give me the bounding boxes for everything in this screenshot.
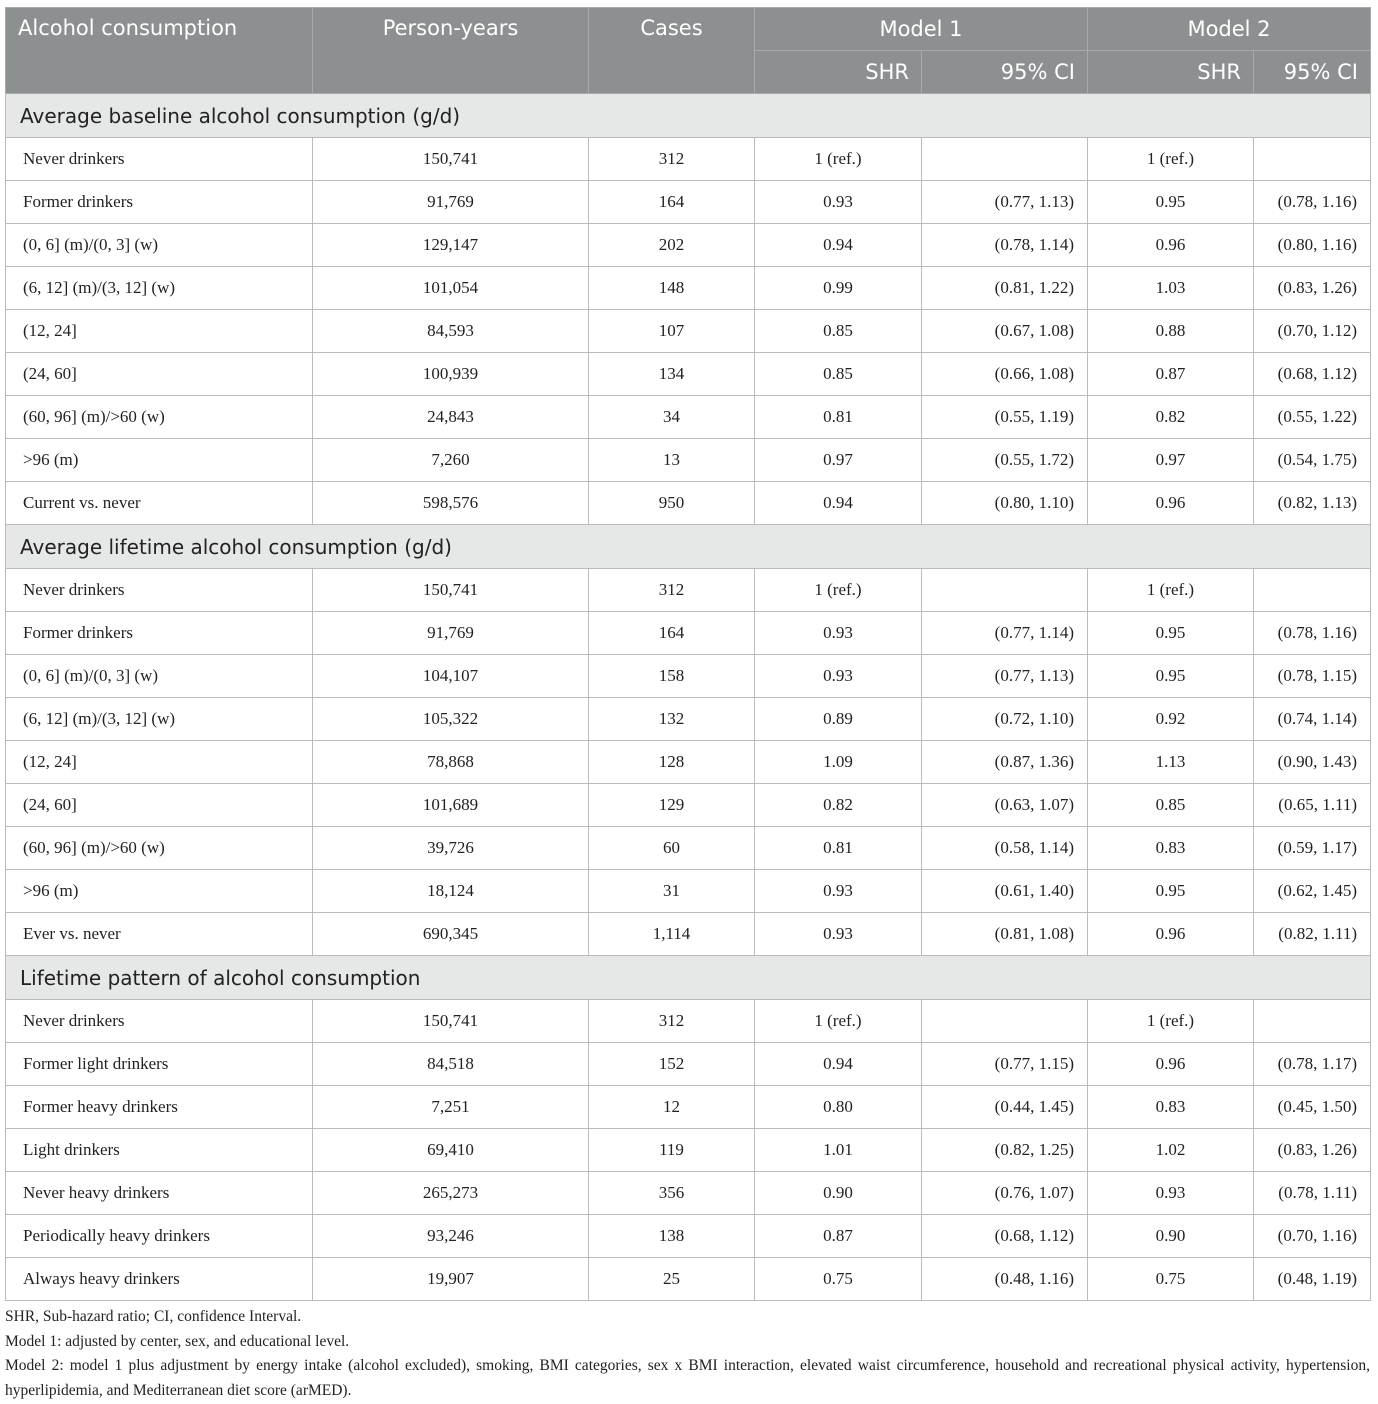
model2-shr: 0.97 (1088, 439, 1254, 482)
model2-ci: (0.55, 1.22) (1254, 396, 1371, 439)
person-years: 18,124 (313, 870, 589, 913)
table-row (6, 913, 1371, 956)
header-model-2: Model 2 (1088, 8, 1371, 51)
model2-shr: 0.96 (1088, 913, 1254, 956)
model2-shr: 0.96 (1088, 482, 1254, 525)
model1-ci: (0.80, 1.10) (922, 482, 1088, 525)
cases: 134 (589, 353, 755, 396)
person-years: 104,107 (313, 655, 589, 698)
model2-ci: (0.82, 1.11) (1254, 913, 1371, 956)
person-years: 69,410 (313, 1129, 589, 1172)
model1-shr: 0.93 (755, 913, 922, 956)
cases: 12 (589, 1086, 755, 1129)
table-row (6, 612, 1371, 655)
row-label: (6, 12] (m)/(3, 12] (w) (6, 267, 313, 310)
header-alcohol-consumption: Alcohol consumption (6, 8, 313, 94)
model2-ci: (0.48, 1.19) (1254, 1258, 1371, 1301)
model1-shr: 0.82 (755, 784, 922, 827)
table-footnotes (5, 1305, 1370, 1403)
model2-ci: (0.83, 1.26) (1254, 1129, 1371, 1172)
model2-ci: (0.78, 1.16) (1254, 612, 1371, 655)
model1-ci: (0.77, 1.14) (922, 612, 1088, 655)
model2-shr: 0.95 (1088, 612, 1254, 655)
cases: 312 (589, 1000, 755, 1043)
table-row (6, 655, 1371, 698)
cases: 132 (589, 698, 755, 741)
model2-shr: 0.85 (1088, 784, 1254, 827)
table-row (6, 870, 1371, 913)
model1-shr: 0.93 (755, 181, 922, 224)
person-years: 91,769 (313, 181, 589, 224)
row-label: Never heavy drinkers (6, 1172, 313, 1215)
model2-ci: (0.59, 1.17) (1254, 827, 1371, 870)
cases: 164 (589, 181, 755, 224)
model1-shr: 0.94 (755, 224, 922, 267)
row-label: (60, 96] (m)/>60 (w) (6, 396, 313, 439)
model2-ci: (0.65, 1.11) (1254, 784, 1371, 827)
model1-shr: 1 (ref.) (755, 569, 922, 612)
table-row (6, 1043, 1371, 1086)
person-years: 265,273 (313, 1172, 589, 1215)
model2-shr: 0.93 (1088, 1172, 1254, 1215)
model1-ci: (0.77, 1.13) (922, 181, 1088, 224)
person-years: 101,054 (313, 267, 589, 310)
cases: 34 (589, 396, 755, 439)
model1-ci: (0.78, 1.14) (922, 224, 1088, 267)
header-cases: Cases (589, 8, 755, 94)
row-label: Periodically heavy drinkers (6, 1215, 313, 1258)
model1-ci: (0.81, 1.08) (922, 913, 1088, 956)
footnote-model-1: Model 1: adjusted by center, sex, and educational level. (5, 1332, 350, 1350)
model2-shr: 0.75 (1088, 1258, 1254, 1301)
header-model1-ci: 95% CI (922, 51, 1088, 94)
model1-ci: (0.82, 1.25) (922, 1129, 1088, 1172)
cases: 1,114 (589, 913, 755, 956)
model2-shr: 1 (ref.) (1088, 138, 1254, 181)
model2-shr: 0.96 (1088, 224, 1254, 267)
model2-shr: 1.03 (1088, 267, 1254, 310)
cases: 950 (589, 482, 755, 525)
person-years: 100,939 (313, 353, 589, 396)
model2-ci (1254, 1000, 1371, 1043)
model1-ci: (0.76, 1.07) (922, 1172, 1088, 1215)
model1-ci: (0.68, 1.12) (922, 1215, 1088, 1258)
model2-shr: 0.92 (1088, 698, 1254, 741)
row-label: Former drinkers (6, 612, 313, 655)
table-row (6, 1172, 1371, 1215)
person-years: 150,741 (313, 1000, 589, 1043)
cases: 148 (589, 267, 755, 310)
row-label: >96 (m) (6, 439, 313, 482)
section-header-row (6, 956, 1371, 1000)
cases: 138 (589, 1215, 755, 1258)
person-years: 84,593 (313, 310, 589, 353)
row-label: Former light drinkers (6, 1043, 313, 1086)
table-row (6, 1086, 1371, 1129)
model2-ci: (0.78, 1.11) (1254, 1172, 1371, 1215)
person-years: 7,251 (313, 1086, 589, 1129)
row-label: Former heavy drinkers (6, 1086, 313, 1129)
model1-ci: (0.77, 1.13) (922, 655, 1088, 698)
model2-shr: 0.88 (1088, 310, 1254, 353)
cases: 164 (589, 612, 755, 655)
row-label: (12, 24] (6, 741, 313, 784)
model1-shr: 0.99 (755, 267, 922, 310)
row-label: (24, 60] (6, 353, 313, 396)
model2-ci: (0.70, 1.16) (1254, 1215, 1371, 1258)
table-row (6, 827, 1371, 870)
cases: 312 (589, 569, 755, 612)
model1-shr: 1 (ref.) (755, 138, 922, 181)
cases: 13 (589, 439, 755, 482)
header-model2-shr: SHR (1088, 51, 1254, 94)
table-row (6, 396, 1371, 439)
model2-ci: (0.74, 1.14) (1254, 698, 1371, 741)
model1-ci: (0.48, 1.16) (922, 1258, 1088, 1301)
model1-shr: 0.89 (755, 698, 922, 741)
model1-shr: 0.75 (755, 1258, 922, 1301)
model1-ci (922, 1000, 1088, 1043)
model2-shr: 1.13 (1088, 741, 1254, 784)
person-years: 39,726 (313, 827, 589, 870)
table-row (6, 181, 1371, 224)
person-years: 24,843 (313, 396, 589, 439)
cases: 60 (589, 827, 755, 870)
model1-shr: 0.93 (755, 870, 922, 913)
model1-shr: 1.09 (755, 741, 922, 784)
model2-ci: (0.45, 1.50) (1254, 1086, 1371, 1129)
model1-ci: (0.81, 1.22) (922, 267, 1088, 310)
row-label: >96 (m) (6, 870, 313, 913)
person-years: 101,689 (313, 784, 589, 827)
section-header-row (6, 94, 1371, 138)
model1-ci: (0.67, 1.08) (922, 310, 1088, 353)
row-label: Current vs. never (6, 482, 313, 525)
cases: 312 (589, 138, 755, 181)
table-row (6, 267, 1371, 310)
row-label: Former drinkers (6, 181, 313, 224)
model1-shr: 0.94 (755, 1043, 922, 1086)
table-row (6, 138, 1371, 181)
row-label: (0, 6] (m)/(0, 3] (w) (6, 655, 313, 698)
model2-ci (1254, 569, 1371, 612)
cases: 31 (589, 870, 755, 913)
cases: 356 (589, 1172, 755, 1215)
model1-ci: (0.66, 1.08) (922, 353, 1088, 396)
model1-ci: (0.72, 1.10) (922, 698, 1088, 741)
row-label: (12, 24] (6, 310, 313, 353)
model2-shr: 0.95 (1088, 870, 1254, 913)
model2-ci: (0.78, 1.16) (1254, 181, 1371, 224)
model1-shr: 0.97 (755, 439, 922, 482)
header-model-1: Model 1 (755, 8, 1088, 51)
cases: 25 (589, 1258, 755, 1301)
model1-shr: 0.93 (755, 612, 922, 655)
model1-shr: 0.94 (755, 482, 922, 525)
model1-shr: 0.90 (755, 1172, 922, 1215)
table-row (6, 1129, 1371, 1172)
row-label: Never drinkers (6, 569, 313, 612)
row-label: (6, 12] (m)/(3, 12] (w) (6, 698, 313, 741)
model2-ci: (0.78, 1.17) (1254, 1043, 1371, 1086)
model1-shr: 0.81 (755, 396, 922, 439)
row-label: Never drinkers (6, 138, 313, 181)
model1-ci: (0.55, 1.72) (922, 439, 1088, 482)
model2-shr: 1 (ref.) (1088, 1000, 1254, 1043)
model1-ci: (0.61, 1.40) (922, 870, 1088, 913)
model2-ci: (0.82, 1.13) (1254, 482, 1371, 525)
table-row (6, 482, 1371, 525)
cases: 107 (589, 310, 755, 353)
person-years: 78,868 (313, 741, 589, 784)
header-model2-ci: 95% CI (1254, 51, 1371, 94)
person-years: 19,907 (313, 1258, 589, 1301)
model2-shr: 0.96 (1088, 1043, 1254, 1086)
table-row (6, 741, 1371, 784)
header-model1-shr: SHR (755, 51, 922, 94)
table-body (6, 94, 1371, 1301)
results-table (5, 7, 1371, 1301)
person-years: 91,769 (313, 612, 589, 655)
model1-ci: (0.87, 1.36) (922, 741, 1088, 784)
person-years: 129,147 (313, 224, 589, 267)
person-years: 105,322 (313, 698, 589, 741)
person-years: 93,246 (313, 1215, 589, 1258)
model1-shr: 0.81 (755, 827, 922, 870)
cases: 119 (589, 1129, 755, 1172)
footnote-abbreviations: SHR, Sub-hazard ratio; CI, confidence Interval. (5, 1308, 302, 1325)
cases: 202 (589, 224, 755, 267)
footnote-model-2: Model 2: model 1 plus adjustment by energy intake (alcohol excluded), smoking, BMI categories, sex x BMI interaction, elevated waist circumference, household and recreational physical activity, hypertension, hyperlipidemia, and Mediterranean diet score (arMED). (5, 1357, 1370, 1399)
person-years: 84,518 (313, 1043, 589, 1086)
row-label: (0, 6] (m)/(0, 3] (w) (6, 224, 313, 267)
model2-ci: (0.80, 1.16) (1254, 224, 1371, 267)
model1-shr: 0.87 (755, 1215, 922, 1258)
table-row (6, 784, 1371, 827)
model1-shr: 1.01 (755, 1129, 922, 1172)
section-header-row (6, 525, 1371, 569)
model2-shr: 0.95 (1088, 181, 1254, 224)
person-years: 150,741 (313, 138, 589, 181)
model2-shr: 0.87 (1088, 353, 1254, 396)
model1-ci: (0.58, 1.14) (922, 827, 1088, 870)
table-row (6, 1215, 1371, 1258)
person-years: 690,345 (313, 913, 589, 956)
model2-shr: 0.90 (1088, 1215, 1254, 1258)
table-row (6, 224, 1371, 267)
model1-ci: (0.44, 1.45) (922, 1086, 1088, 1129)
model2-shr: 0.95 (1088, 655, 1254, 698)
table-row (6, 1000, 1371, 1043)
row-label: Never drinkers (6, 1000, 313, 1043)
table-row (6, 698, 1371, 741)
section-title: Lifetime pattern of alcohol consumption (6, 956, 1371, 1000)
model2-ci: (0.62, 1.45) (1254, 870, 1371, 913)
model1-ci (922, 138, 1088, 181)
cases: 128 (589, 741, 755, 784)
person-years: 7,260 (313, 439, 589, 482)
model2-shr: 0.83 (1088, 827, 1254, 870)
model1-shr: 0.80 (755, 1086, 922, 1129)
section-title: Average lifetime alcohol consumption (g/d) (6, 525, 1371, 569)
person-years: 598,576 (313, 482, 589, 525)
table-row (6, 353, 1371, 396)
model2-ci: (0.54, 1.75) (1254, 439, 1371, 482)
model2-shr: 1 (ref.) (1088, 569, 1254, 612)
table-row (6, 569, 1371, 612)
row-label: Ever vs. never (6, 913, 313, 956)
model2-shr: 0.83 (1088, 1086, 1254, 1129)
cases: 158 (589, 655, 755, 698)
cases: 129 (589, 784, 755, 827)
header-person-years: Person-years (313, 8, 589, 94)
model1-shr: 0.85 (755, 310, 922, 353)
model2-ci: (0.68, 1.12) (1254, 353, 1371, 396)
model1-ci: (0.55, 1.19) (922, 396, 1088, 439)
model2-ci: (0.70, 1.12) (1254, 310, 1371, 353)
cases: 152 (589, 1043, 755, 1086)
row-label: Light drinkers (6, 1129, 313, 1172)
model2-shr: 0.82 (1088, 396, 1254, 439)
row-label: (24, 60] (6, 784, 313, 827)
model1-shr: 1 (ref.) (755, 1000, 922, 1043)
table-row (6, 1258, 1371, 1301)
model2-ci: (0.78, 1.15) (1254, 655, 1371, 698)
model1-shr: 0.93 (755, 655, 922, 698)
section-title: Average baseline alcohol consumption (g/d) (6, 94, 1371, 138)
row-label: (60, 96] (m)/>60 (w) (6, 827, 313, 870)
model1-shr: 0.85 (755, 353, 922, 396)
person-years: 150,741 (313, 569, 589, 612)
table-row (6, 310, 1371, 353)
table-row (6, 439, 1371, 482)
model1-ci: (0.77, 1.15) (922, 1043, 1088, 1086)
model2-ci: (0.83, 1.26) (1254, 267, 1371, 310)
model1-ci (922, 569, 1088, 612)
row-label: Always heavy drinkers (6, 1258, 313, 1301)
model2-ci: (0.90, 1.43) (1254, 741, 1371, 784)
model2-ci (1254, 138, 1371, 181)
model1-ci: (0.63, 1.07) (922, 784, 1088, 827)
model2-shr: 1.02 (1088, 1129, 1254, 1172)
